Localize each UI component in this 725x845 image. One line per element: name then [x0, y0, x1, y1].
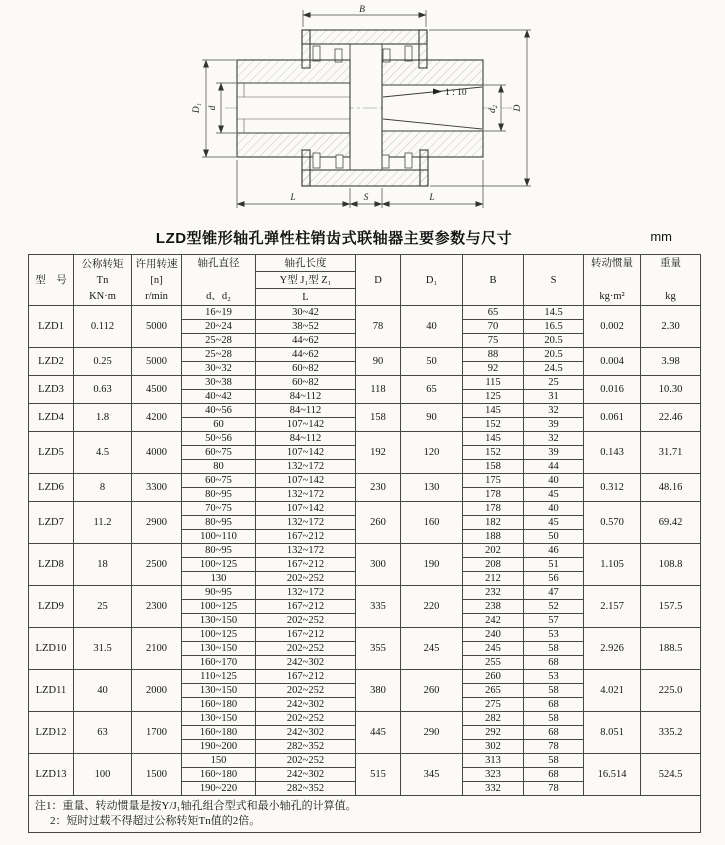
cell-inertia: 0.143 [584, 432, 641, 474]
cell-bore-length: 132~172 [256, 488, 356, 502]
header-inertia: 转动惯量 kg·m² [584, 255, 641, 306]
dim-label-B: B [359, 5, 365, 15]
cell-S: 58 [524, 642, 584, 656]
cell-bore-diameter: 25~28 [182, 334, 256, 348]
header-model: 型 号 [29, 255, 74, 306]
cell-model: LZD10 [29, 628, 74, 670]
cell-S: 32 [524, 432, 584, 446]
cell-weight: 2.30 [641, 306, 701, 348]
cell-torque: 40 [74, 670, 132, 712]
cell-D1: 50 [401, 348, 463, 376]
cell-torque: 1.8 [74, 404, 132, 432]
right-hub [382, 60, 483, 157]
cell-D: 355 [356, 628, 401, 670]
cell-bore-diameter: 160~170 [182, 656, 256, 670]
cell-bore-length: 107~142 [256, 446, 356, 460]
gear-tooth [336, 155, 343, 168]
cell-S: 16.5 [524, 320, 584, 334]
cell-D1: 190 [401, 544, 463, 586]
cell-B: 178 [463, 488, 524, 502]
spec-table-head [29, 255, 701, 306]
cell-model: LZD13 [29, 754, 74, 796]
cell-weight: 188.5 [641, 628, 701, 670]
cell-bore-length: 132~172 [256, 586, 356, 600]
cell-bore-length: 30~42 [256, 306, 356, 320]
cell-S: 58 [524, 712, 584, 726]
spec-row-LZD12 [29, 712, 701, 726]
spec-row-LZD4 [29, 404, 701, 418]
cell-B: 332 [463, 782, 524, 796]
cell-weight: 157.5 [641, 586, 701, 628]
cell-model: LZD2 [29, 348, 74, 376]
cell-bore-diameter: 130~150 [182, 684, 256, 698]
cell-S: 56 [524, 572, 584, 586]
cell-bore-diameter: 100~125 [182, 600, 256, 614]
cell-S: 78 [524, 782, 584, 796]
cell-S: 68 [524, 656, 584, 670]
cell-S: 53 [524, 628, 584, 642]
cell-bore-length: 167~212 [256, 600, 356, 614]
cell-B: 92 [463, 362, 524, 376]
dim-label-d2: d₂ [488, 104, 498, 114]
spec-row-LZD3 [29, 376, 701, 390]
cell-bore-length: 167~212 [256, 530, 356, 544]
cell-D: 515 [356, 754, 401, 796]
cell-D: 192 [356, 432, 401, 474]
cell-D1: 65 [401, 376, 463, 404]
cell-B: 232 [463, 586, 524, 600]
cell-speed: 4500 [132, 376, 182, 404]
cell-model: LZD4 [29, 404, 74, 432]
cell-model: LZD8 [29, 544, 74, 586]
header-S: S [524, 255, 584, 306]
cell-D1: 220 [401, 586, 463, 628]
cell-B: 240 [463, 628, 524, 642]
cell-speed: 2500 [132, 544, 182, 586]
cell-D1: 245 [401, 628, 463, 670]
cell-inertia: 2.926 [584, 628, 641, 670]
cell-bore-diameter: 80~95 [182, 544, 256, 558]
cell-torque: 100 [74, 754, 132, 796]
left-hub [237, 60, 350, 157]
cell-bore-diameter: 160~180 [182, 768, 256, 782]
cell-bore-diameter: 80~95 [182, 516, 256, 530]
notes-cell [29, 796, 701, 833]
cell-bore-diameter: 16~19 [182, 306, 256, 320]
cell-D1: 290 [401, 712, 463, 754]
header-bore-dia: 轴孔直径 d、d₂ [182, 255, 256, 306]
gear-tooth [382, 155, 389, 168]
cell-bore-length: 282~352 [256, 740, 356, 754]
cell-speed: 5000 [132, 348, 182, 376]
title-row [28, 227, 700, 247]
cell-inertia: 0.570 [584, 502, 641, 544]
spec-table-body [29, 306, 701, 796]
cell-model: LZD5 [29, 432, 74, 474]
cell-B: 245 [463, 642, 524, 656]
cell-weight: 225.0 [641, 670, 701, 712]
cell-B: 242 [463, 614, 524, 628]
header-D1: D₁ [401, 255, 463, 306]
cell-bore-diameter: 100~125 [182, 628, 256, 642]
cell-torque: 63 [74, 712, 132, 754]
cell-torque: 18 [74, 544, 132, 586]
cell-B: 178 [463, 502, 524, 516]
cell-bore-diameter: 60 [182, 418, 256, 432]
cell-B: 188 [463, 530, 524, 544]
cell-bore-diameter: 160~180 [182, 726, 256, 740]
spec-row-LZD7 [29, 502, 701, 516]
cell-weight: 3.98 [641, 348, 701, 376]
cell-bore-diameter: 20~24 [182, 320, 256, 334]
cell-speed: 2100 [132, 628, 182, 670]
cell-bore-diameter: 190~200 [182, 740, 256, 754]
cell-S: 40 [524, 502, 584, 516]
cell-B: 238 [463, 600, 524, 614]
cell-S: 44 [524, 460, 584, 474]
cell-B: 208 [463, 558, 524, 572]
cell-bore-length: 44~62 [256, 348, 356, 362]
unit-label: mm [650, 229, 672, 244]
note-1: 注1：重量、转动惯量是按Y/J₁轴孔组合型式和最小轴孔的计算值。 [35, 800, 357, 812]
spec-row-LZD11 [29, 670, 701, 684]
cell-bore-diameter: 70~75 [182, 502, 256, 516]
cell-inertia: 0.004 [584, 348, 641, 376]
cell-bore-length: 167~212 [256, 628, 356, 642]
cell-D1: 260 [401, 670, 463, 712]
cell-bore-length: 202~252 [256, 642, 356, 656]
header-weight: 重量 kg [641, 255, 701, 306]
cell-weight: 31.71 [641, 432, 701, 474]
cell-bore-diameter: 110~125 [182, 670, 256, 684]
cell-S: 51 [524, 558, 584, 572]
header-B: B [463, 255, 524, 306]
cell-bore-diameter: 130~150 [182, 642, 256, 656]
cell-B: 302 [463, 740, 524, 754]
cell-bore-diameter: 160~180 [182, 698, 256, 712]
cell-bore-length: 107~142 [256, 502, 356, 516]
cell-bore-diameter: 25~28 [182, 348, 256, 362]
cell-B: 70 [463, 320, 524, 334]
cell-bore-diameter: 90~95 [182, 586, 256, 600]
cell-bore-length: 132~172 [256, 544, 356, 558]
cell-bore-diameter: 100~110 [182, 530, 256, 544]
spec-table-foot [29, 796, 701, 833]
assembly-drawing [0, 0, 725, 224]
cell-bore-length: 38~52 [256, 320, 356, 334]
gear-tooth [405, 46, 412, 61]
cell-speed: 1500 [132, 754, 182, 796]
cell-D: 380 [356, 670, 401, 712]
cell-inertia: 4.021 [584, 670, 641, 712]
spec-row-LZD13 [29, 754, 701, 768]
cell-S: 32 [524, 404, 584, 418]
gear-tooth [405, 153, 412, 168]
page-title: LZD型锥形轴孔弹性柱销齿式联轴器主要参数与尺寸 [155, 230, 513, 247]
cell-B: 88 [463, 348, 524, 362]
cell-bore-length: 242~302 [256, 656, 356, 670]
cell-B: 125 [463, 390, 524, 404]
cell-bore-length: 107~142 [256, 474, 356, 488]
cell-bore-diameter: 60~75 [182, 474, 256, 488]
cell-D: 90 [356, 348, 401, 376]
cell-bore-length: 242~302 [256, 698, 356, 712]
cell-model: LZD9 [29, 586, 74, 628]
cell-S: 68 [524, 768, 584, 782]
cell-bore-length: 167~212 [256, 670, 356, 684]
cell-B: 202 [463, 544, 524, 558]
cell-B: 313 [463, 754, 524, 768]
cell-inertia: 16.514 [584, 754, 641, 796]
cell-weight: 22.46 [641, 404, 701, 432]
cell-bore-length: 282~352 [256, 782, 356, 796]
cell-torque: 11.2 [74, 502, 132, 544]
dim-label-D: D [513, 104, 523, 112]
cell-bore-diameter: 150 [182, 754, 256, 768]
cell-inertia: 0.016 [584, 376, 641, 404]
cell-S: 53 [524, 670, 584, 684]
cell-S: 24.5 [524, 362, 584, 376]
dim-label-S: S [363, 193, 369, 203]
cell-D1: 90 [401, 404, 463, 432]
cell-weight: 48.16 [641, 474, 701, 502]
cell-bore-diameter: 130~150 [182, 614, 256, 628]
cell-inertia: 2.157 [584, 586, 641, 628]
header-D: D [356, 255, 401, 306]
cell-model: LZD3 [29, 376, 74, 404]
cell-B: 152 [463, 446, 524, 460]
dim-label-L-left: L [290, 193, 296, 203]
cell-inertia: 1.105 [584, 544, 641, 586]
cell-S: 39 [524, 418, 584, 432]
cell-bore-length: 202~252 [256, 614, 356, 628]
cell-B: 282 [463, 712, 524, 726]
cell-inertia: 0.061 [584, 404, 641, 432]
dim-label-d: d [208, 105, 218, 111]
cell-speed: 4200 [132, 404, 182, 432]
cell-S: 20.5 [524, 334, 584, 348]
cell-model: LZD11 [29, 670, 74, 712]
cell-B: 158 [463, 460, 524, 474]
cell-S: 45 [524, 488, 584, 502]
cell-B: 75 [463, 334, 524, 348]
cell-B: 182 [463, 516, 524, 530]
cell-S: 78 [524, 740, 584, 754]
notes-row [29, 796, 701, 833]
spec-row-LZD8 [29, 544, 701, 558]
spec-row-LZD1 [29, 306, 701, 320]
cell-inertia: 0.312 [584, 474, 641, 502]
cell-bore-diameter: 130~150 [182, 712, 256, 726]
cell-D: 78 [356, 306, 401, 348]
cell-D1: 130 [401, 474, 463, 502]
cell-B: 152 [463, 418, 524, 432]
cell-bore-length: 202~252 [256, 684, 356, 698]
cell-B: 265 [463, 684, 524, 698]
cell-B: 260 [463, 670, 524, 684]
cell-bore-diameter: 40~42 [182, 390, 256, 404]
cell-bore-length: 44~62 [256, 334, 356, 348]
cell-weight: 524.5 [641, 754, 701, 796]
cell-torque: 25 [74, 586, 132, 628]
cell-D: 260 [356, 502, 401, 544]
cell-speed: 2900 [132, 502, 182, 544]
cell-bore-length: 84~112 [256, 390, 356, 404]
cell-bore-diameter: 30~32 [182, 362, 256, 376]
cell-S: 39 [524, 446, 584, 460]
cell-weight: 335.2 [641, 712, 701, 754]
header-torque: 公称转矩 Tn KN·m [74, 255, 132, 306]
cell-D1: 40 [401, 306, 463, 348]
cell-B: 65 [463, 306, 524, 320]
cell-weight: 69.42 [641, 502, 701, 544]
cell-B: 323 [463, 768, 524, 782]
cell-weight: 10.30 [641, 376, 701, 404]
cell-speed: 5000 [132, 306, 182, 348]
cell-S: 45 [524, 516, 584, 530]
header-speed: 许用转速 [n] r/min [132, 255, 182, 306]
cell-D: 118 [356, 376, 401, 404]
cell-D: 445 [356, 712, 401, 754]
cell-B: 212 [463, 572, 524, 586]
cell-model: LZD7 [29, 502, 74, 544]
cell-speed: 4000 [132, 432, 182, 474]
cell-B: 145 [463, 404, 524, 418]
cell-bore-length: 242~302 [256, 768, 356, 782]
spec-row-LZD5 [29, 432, 701, 446]
cell-model: LZD1 [29, 306, 74, 348]
cell-bore-diameter: 50~56 [182, 432, 256, 446]
cell-D: 335 [356, 586, 401, 628]
cell-torque: 31.5 [74, 628, 132, 670]
cell-bore-diameter: 30~38 [182, 376, 256, 390]
cell-S: 46 [524, 544, 584, 558]
spec-table [28, 254, 701, 833]
cell-S: 31 [524, 390, 584, 404]
dim-B [303, 5, 426, 27]
cell-B: 275 [463, 698, 524, 712]
cell-S: 68 [524, 698, 584, 712]
cell-bore-length: 242~302 [256, 726, 356, 740]
spec-row-LZD9 [29, 586, 701, 600]
cell-inertia: 0.002 [584, 306, 641, 348]
cell-bore-diameter: 190~220 [182, 782, 256, 796]
cell-speed: 2000 [132, 670, 182, 712]
cell-bore-length: 60~82 [256, 362, 356, 376]
cell-B: 115 [463, 376, 524, 390]
cell-bore-diameter: 130 [182, 572, 256, 586]
note-2: 2：短时过载不得超过公称转矩Tn值的2倍。 [50, 814, 261, 827]
cell-model: LZD6 [29, 474, 74, 502]
cell-S: 50 [524, 530, 584, 544]
cell-bore-diameter: 100~125 [182, 558, 256, 572]
cell-weight: 108.8 [641, 544, 701, 586]
cell-S: 57 [524, 614, 584, 628]
cell-speed: 2300 [132, 586, 182, 628]
spec-row-LZD2 [29, 348, 701, 362]
cell-model: LZD12 [29, 712, 74, 754]
cell-S: 14.5 [524, 306, 584, 320]
cell-S: 52 [524, 600, 584, 614]
cell-S: 20.5 [524, 348, 584, 362]
cell-D1: 120 [401, 432, 463, 474]
gear-tooth [313, 46, 320, 61]
cell-B: 255 [463, 656, 524, 670]
cell-speed: 3300 [132, 474, 182, 502]
cell-bore-length: 84~112 [256, 432, 356, 446]
cell-bore-length: 202~252 [256, 754, 356, 768]
cell-B: 175 [463, 474, 524, 488]
dim-label-D1: D₁ [192, 102, 202, 114]
cell-bore-length: 132~172 [256, 460, 356, 474]
dim-label-L-right: L [429, 193, 435, 203]
cell-S: 40 [524, 474, 584, 488]
cell-D: 158 [356, 404, 401, 432]
cell-bore-length: 132~172 [256, 516, 356, 530]
cell-S: 58 [524, 684, 584, 698]
cell-bore-length: 167~212 [256, 558, 356, 572]
cell-bore-length: 60~82 [256, 376, 356, 390]
cell-torque: 0.25 [74, 348, 132, 376]
header-bore-len: 轴孔长度 Y型 J₁型 Z₁ L [256, 255, 356, 306]
cell-torque: 0.112 [74, 306, 132, 348]
cell-torque: 4.5 [74, 432, 132, 474]
cell-speed: 1700 [132, 712, 182, 754]
gear-tooth [313, 153, 320, 168]
taper-label: 1 : 10 [445, 88, 467, 98]
cell-torque: 8 [74, 474, 132, 502]
cell-D: 300 [356, 544, 401, 586]
cell-bore-diameter: 80~95 [182, 488, 256, 502]
cell-bore-length: 202~252 [256, 572, 356, 586]
spec-row-LZD6 [29, 474, 701, 488]
cell-bore-length: 202~252 [256, 712, 356, 726]
cell-B: 292 [463, 726, 524, 740]
cell-S: 25 [524, 376, 584, 390]
cell-S: 58 [524, 754, 584, 768]
cell-bore-diameter: 80 [182, 460, 256, 474]
cell-S: 47 [524, 586, 584, 600]
cell-bore-diameter: 40~56 [182, 404, 256, 418]
cell-inertia: 8.051 [584, 712, 641, 754]
cell-D1: 345 [401, 754, 463, 796]
cell-bore-length: 84~112 [256, 404, 356, 418]
cell-D1: 160 [401, 502, 463, 544]
cell-bore-diameter: 60~75 [182, 446, 256, 460]
cell-D: 230 [356, 474, 401, 502]
cell-torque: 0.63 [74, 376, 132, 404]
spec-row-LZD10 [29, 628, 701, 642]
cell-B: 145 [463, 432, 524, 446]
cell-bore-length: 107~142 [256, 418, 356, 432]
cell-S: 68 [524, 726, 584, 740]
